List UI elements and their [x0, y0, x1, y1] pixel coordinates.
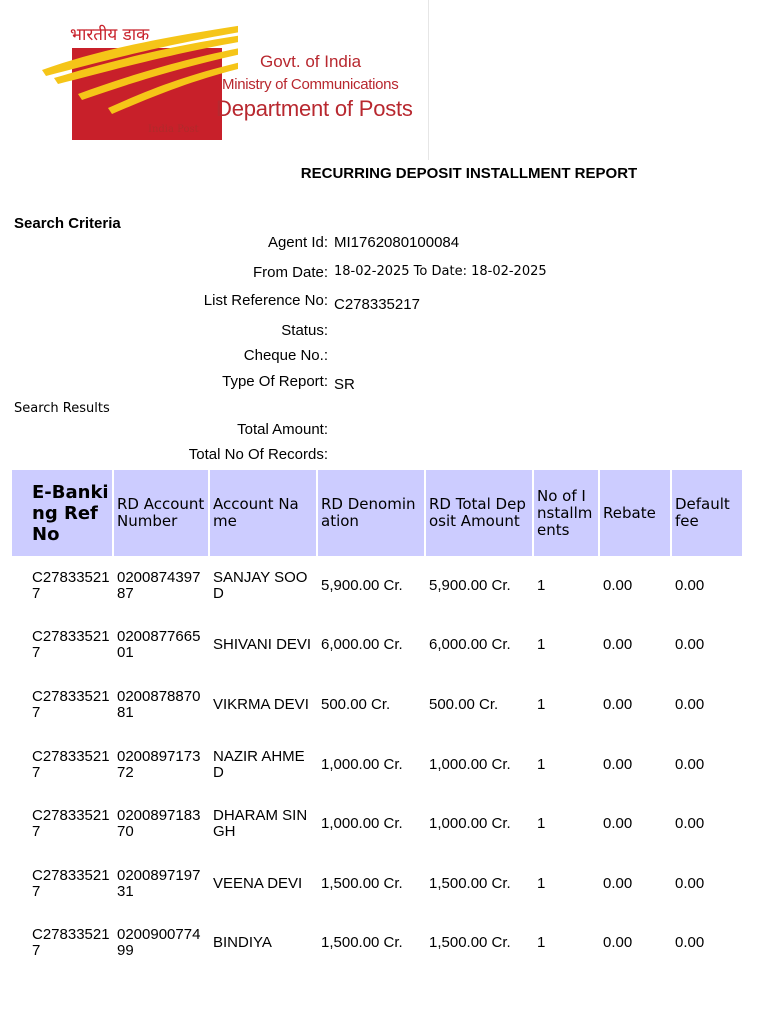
cell-ebanking-ref: C278335217: [32, 926, 110, 960]
header-rd-denomination: RD Denomination: [318, 470, 426, 556]
cell-account-name: VIKRMA DEVI: [213, 695, 309, 713]
cell-ebanking-ref: C278335217: [32, 747, 110, 781]
cell-rd-denomination: 5,900.00 Cr.: [321, 576, 403, 594]
total-amount-label: Total Amount:: [237, 421, 328, 438]
cell-ebanking-ref: C278335217: [32, 687, 110, 721]
logo-ministry-text: Ministry of Communications: [222, 76, 399, 93]
cell-rd-total-deposit: 1,500.00 Cr.: [429, 874, 511, 892]
agent-id-value: MI1762080100084: [334, 234, 460, 251]
logo-india-post-text: India Post: [148, 124, 199, 135]
header-rebate: Rebate: [600, 470, 672, 556]
list-reference-value: C278335217: [334, 296, 420, 313]
cell-rd-total-deposit: 1,000.00 Cr.: [429, 815, 511, 833]
cell-ebanking-ref: C278335217: [32, 866, 110, 900]
cell-rebate: 0.00: [603, 576, 633, 594]
cell-rd-total-deposit: 6,000.00 Cr.: [429, 636, 511, 654]
cell-no-of-installments: 1: [537, 576, 546, 594]
search-results-heading: Search Results: [14, 401, 110, 416]
cell-rebate: 0.00: [603, 874, 633, 892]
cell-rd-total-deposit: 5,900.00 Cr.: [429, 576, 511, 594]
table-row: [12, 914, 744, 974]
cell-account-name: NAZIR AHMED: [213, 747, 305, 781]
cell-ebanking-ref: C278335217: [32, 628, 110, 662]
cell-no-of-installments: 1: [537, 934, 546, 952]
cell-rd-denomination: 1,500.00 Cr.: [321, 874, 403, 892]
table-row: [12, 735, 744, 795]
cell-no-of-installments: 1: [537, 874, 546, 892]
cell-default-fee: 0.00: [675, 874, 705, 892]
report-title: RECURRING DEPOSIT INSTALLMENT REPORT: [300, 165, 638, 182]
table-row: [12, 854, 744, 914]
cell-rd-denomination: 1,500.00 Cr.: [321, 934, 403, 952]
logo-govt-text: Govt. of India: [260, 52, 362, 71]
cell-default-fee: 0.00: [675, 636, 705, 654]
table-row: [12, 616, 744, 676]
header-default-fee: Default fee: [672, 470, 744, 556]
cell-rebate: 0.00: [603, 934, 633, 952]
cell-no-of-installments: 1: [537, 755, 546, 773]
cell-rebate: 0.00: [603, 636, 633, 654]
cell-ebanking-ref: C278335217: [32, 807, 110, 841]
cell-ebanking-ref: C278335217: [32, 568, 110, 602]
from-date-label: From Date:: [252, 264, 328, 281]
date-range-value: 18-02-2025 To Date: 18-02-2025: [334, 264, 547, 279]
cell-rd-account-number: 020089717372: [117, 747, 201, 781]
header-rd-total-deposit: RD Total Deposit Amount: [426, 470, 534, 556]
logo-department-text: Department of Posts: [216, 96, 413, 121]
cell-default-fee: 0.00: [675, 815, 705, 833]
cell-no-of-installments: 1: [537, 636, 546, 654]
logo-divider: [428, 0, 429, 160]
cell-no-of-installments: 1: [537, 695, 546, 713]
header-no-of-installments: No of Installments: [534, 470, 600, 556]
cell-rd-account-number: 020089718370: [117, 807, 201, 841]
header-ebanking-ref: E-Banking Ref No: [12, 470, 114, 556]
table-header-row: [12, 470, 744, 556]
type-of-report-label: Type Of Report:: [222, 373, 328, 390]
cell-rd-total-deposit: 500.00 Cr.: [429, 695, 499, 713]
logo-hindi-text: भारतीय डाक: [70, 25, 150, 45]
cell-rebate: 0.00: [603, 815, 633, 833]
cell-rebate: 0.00: [603, 755, 633, 773]
agent-id-label: Agent Id:: [267, 234, 328, 251]
cell-account-name: BINDIYA: [213, 934, 272, 952]
cell-rd-account-number: 020089719731: [117, 866, 201, 900]
cell-account-name: VEENA DEVI: [213, 874, 303, 892]
search-criteria-heading: Search Criteria: [14, 215, 121, 232]
table-row: [12, 556, 744, 616]
cell-rebate: 0.00: [603, 695, 633, 713]
rd-installment-table: [12, 470, 744, 973]
cell-rd-account-number: 020090077499: [117, 926, 201, 960]
cell-rd-denomination: 1,000.00 Cr.: [321, 815, 403, 833]
cell-no-of-installments: 1: [537, 815, 546, 833]
india-post-logo: [38, 20, 430, 140]
cell-account-name: SHIVANI DEVI: [213, 636, 312, 654]
header-rd-account-number: RD Account Number: [114, 470, 210, 556]
cell-account-name: DHARAM SINGH: [213, 807, 308, 841]
cell-rd-total-deposit: 1,000.00 Cr.: [429, 755, 511, 773]
cell-default-fee: 0.00: [675, 755, 705, 773]
cell-rd-denomination: 1,000.00 Cr.: [321, 755, 403, 773]
status-label: Status:: [281, 322, 328, 339]
header-account-name: Account Name: [210, 470, 318, 556]
cell-rd-denomination: 6,000.00 Cr.: [321, 636, 403, 654]
cell-default-fee: 0.00: [675, 576, 705, 594]
cell-default-fee: 0.00: [675, 695, 705, 713]
cheque-no-label: Cheque No.:: [243, 347, 328, 364]
cell-rd-account-number: 020087439787: [117, 568, 201, 602]
table-row: [12, 675, 744, 735]
type-of-report-value: SR: [334, 376, 355, 393]
cell-rd-account-number: 020087887081: [117, 687, 201, 721]
list-reference-label: List Reference No:: [203, 292, 328, 309]
cell-default-fee: 0.00: [675, 934, 705, 952]
total-records-label: Total No Of Records:: [188, 446, 328, 463]
cell-account-name: SANJAY SOOD: [213, 568, 308, 602]
cell-rd-denomination: 500.00 Cr.: [321, 695, 391, 713]
cell-rd-total-deposit: 1,500.00 Cr.: [429, 934, 511, 952]
table-row: [12, 794, 744, 854]
cell-rd-account-number: 020087766501: [117, 628, 201, 662]
